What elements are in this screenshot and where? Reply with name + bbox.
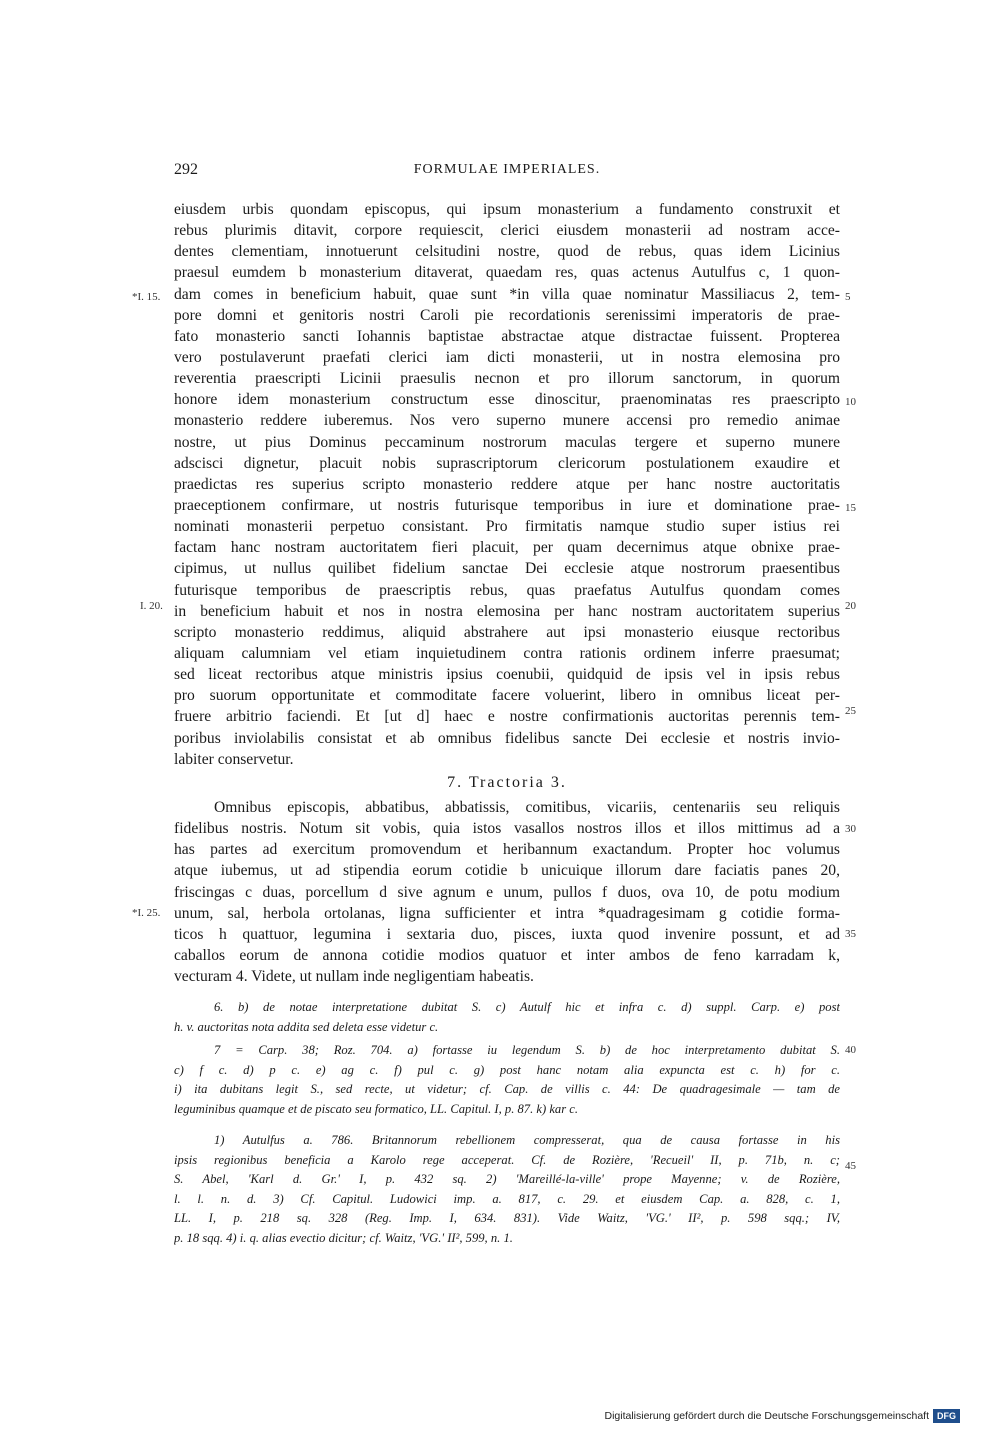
line-number: 35: [845, 928, 856, 940]
text-line: labiter conservetur.: [174, 750, 294, 768]
text-line: praedictas res superius scripto monasterio reddere atque per hanc nostre auctoritatis: [174, 475, 840, 493]
text-line: pro suorum opportunitate et commoditate facere voluerint, libero in omnibus liceat per-: [174, 687, 840, 705]
page-header: [174, 161, 840, 183]
line-number: 30: [845, 823, 856, 835]
text-line: fato monasterio sancti Iohannis baptistae abstractae atque distractae fuissent. Propterea: [174, 327, 840, 345]
text-line: praesul eumdem b monasterium ditaverat, quaedam res, quas actenus Autulfus c, 1 quon-: [174, 264, 840, 282]
text-line: ticos h quattuor, legumina i sextaria duo, pisces, iuxta quod invenire possunt, et ad: [174, 925, 840, 943]
text-line: caballos eorum de annona cotidie modios quatuor et inter ambos de feno karradam k,: [174, 946, 840, 964]
note-line: 1) Autulfus a. 786. Britannorum rebellionem compresserat, qua de causa fortasse in his: [214, 1133, 840, 1147]
margin-ref: *I. 25.: [132, 907, 161, 919]
note-line: l. l. n. d. 3) Cf. Capitul. Ludowici imp. a. 817, c. 29. et eiusdem Cap. a. 828, c. 1,: [174, 1191, 840, 1206]
line-number: 5: [845, 291, 851, 303]
critical-notes-6: [174, 998, 840, 1037]
digitization-footer: [604, 1409, 960, 1423]
note-line: p. 18 sqq. 4) i. q. alias evectio dicitur; cf. Waitz, 'VG.' II², 599, n. 1.: [174, 1230, 513, 1245]
section-text: [174, 797, 840, 987]
footer-text: Digitalisierung gefördert durch die Deutsche Forschungsgemeinschaft: [604, 1410, 929, 1422]
text-line: vecturam 4. Videte, ut nullam inde negligentiam habeatis.: [174, 968, 534, 986]
line-number: 40: [845, 1044, 856, 1056]
note-line: i) ita dubitans legit S., sed recte, ut videtur; cf. Cap. de villis c. 44: De quadragesimale — tam de: [174, 1082, 840, 1096]
line-number: 20: [845, 600, 856, 612]
line-number: 45: [845, 1160, 856, 1172]
text-line: sed liceat rectoribus atque ministris ipsius coenubii, quidquid de ipsis vel in ipsis rebus: [174, 666, 840, 684]
text-line: reverentia praescripti Licinii praesulis necnon et pro illorum sanctorum, in quorum: [174, 370, 840, 388]
line-number: 25: [845, 705, 856, 717]
text-line: nostre, ut pius Dominus peccaminum nostrorum maculas tergere et superno munere: [174, 433, 840, 451]
note-line: 6. b) de notae interpretatione dubitat S. c) Autulf hic et infra c. d) suppl. Carp. e) post: [214, 1000, 840, 1014]
text-line: factam hanc nostram auctoritatem fieri placuit, per quam decernimus atque obnixe prae-: [174, 539, 840, 557]
text-line: honore idem monasterium constructum esse dinoscitur, praenominatas res praescripto: [174, 391, 840, 409]
text-line: dentes clementiam, innotuerunt celsitudini nostre, quod de rebus, quas idem Licinius: [174, 243, 840, 261]
text-line: aliquam calumniam vel etiam inquietudinem contra rationis ordinem inferre praesumat;: [174, 644, 840, 662]
note-line: LL. I, p. 218 sq. 328 (Reg. Imp. I, 634. 831). Vide Waitz, 'VG.' II², p. 598 sqq.; IV,: [174, 1211, 840, 1225]
text-line: adsciscі dignetur, placuit nobis suprascriptorum clericorum postulationem exaudire et: [174, 454, 840, 472]
text-line: has partes ad exercitum promovendum et heribannum exactandum. Propter hoc volumus: [174, 841, 840, 859]
text-line: in beneficium habuit et nos in nostra elemosina per hanc nostram auctoritatem superius: [174, 602, 840, 620]
text-line: fidelibus nostris. Notum sit vobis, quia istos vasallos nostros illos et illos mittimus ad a: [174, 820, 840, 838]
text-line: unum, sal, herbola ortolanas, ligna sufficienter et intra *quadragesimam g cotidie forma-: [174, 904, 840, 922]
line-number: 10: [845, 396, 856, 408]
text-line: monasterio reddere iuberemus. Nos vero superno munere accensi pro remedio animae: [174, 412, 840, 430]
text-line: eiusdem urbis quondam episcopus, qui ipsum monasterium a fundamento construxit et: [174, 201, 840, 218]
text-line: rebus plurimis ditavit, corpore requiescit, clerici eiusdem monasterii ad nostram acce-: [174, 222, 840, 240]
text-line: futurisque temporibus de praescriptis rebus, quas praefatus Autulfus quondam comes: [174, 581, 840, 599]
dfg-logo: DFG: [933, 1409, 960, 1423]
note-line: ipsis regionibus beneficia a Karolo rege acceperat. Cf. de Rozière, 'Recueil' II, p. 71b, n. c;: [174, 1152, 840, 1167]
body-text: [174, 199, 840, 770]
section-heading: 7. Tractoria 3.: [447, 774, 567, 791]
critical-notes-7: [174, 1041, 840, 1119]
text-line: scripto monasterio reddimus, aliquid abstrahere aut ipsi monasterio eiusque rectoribus: [174, 623, 840, 641]
text-line: cipimus, ut nullus quilibet fidelium sanctae Dei ecclesie atque nostrorum praesentibus: [174, 560, 840, 578]
note-line: 7 = Carp. 38; Roz. 704. a) fortasse iu legendum S. b) de hoc interpretamento dubitat S.: [214, 1043, 840, 1057]
text-line: vero postulaverunt praefati clerici iam dicti monasterii, ut in nostra elemosina pro: [174, 348, 840, 366]
text-line: dam comes in beneficium habuit, quae sunt *in villa quae nominatur Massiliacus 2, tem-: [174, 285, 840, 303]
line-number: 15: [845, 502, 856, 514]
running-title: FORMULAE IMPERIALES.: [413, 162, 601, 177]
margin-ref: I. 20.: [140, 600, 163, 612]
text-line: atque iubemus, ut ad stipendia eorum cotidie b unicuique illorum dare faciatis panes 20,: [174, 862, 840, 880]
text-line: praeceptionem confirmare, ut nostris futurisque temporibus in iure et dominatione prae-: [174, 496, 840, 514]
note-line: S. Abel, 'Karl d. Gr.' I, p. 432 sq. 2) 'Mareillé-la-ville' prope Mayenne; v. de Rozière,: [174, 1172, 840, 1186]
page-number: 292: [174, 161, 198, 178]
text-line: fruere arbitrio faciendi. Et [ut d] haec e nostre confirmationis auctoritas perennis tem-: [174, 708, 840, 726]
text-line: poribus inviolabilis consistat et ab omnibus fidelibus sancte Dei ecclesie et nostris invio-: [174, 729, 840, 747]
note-line: c) f c. d) p c. e) ag c. f) pul c. g) post hanc notam alia expuncta est c. h) for c.: [174, 1062, 840, 1077]
footnotes: [174, 1131, 840, 1248]
margin-ref: *I. 15.: [132, 291, 161, 303]
note-line: leguminibus quamque et de piscato seu formatico, LL. Capitul. I, p. 87. k) kar c.: [174, 1101, 579, 1116]
note-line: h. v. auctoritas nota addita sed deleta esse videtur c.: [174, 1019, 439, 1034]
text-line: Omnibus episcopis, abbatibus, abbatissis, comitibus, vicariis, centenariis seu reliquis: [214, 799, 840, 816]
text-line: nominati monasterii perpetuo consistant. Pro firmitatis namque studio super istius rei: [174, 518, 840, 536]
text-line: frisсingas c duas, porcellum d sive agnum e unum, pullos f duos, ova 10, de potu modium: [174, 883, 840, 901]
text-line: pore domni et genitoris nostri Caroli pie recordationis serenissimi imperatoris de prae-: [174, 306, 840, 324]
